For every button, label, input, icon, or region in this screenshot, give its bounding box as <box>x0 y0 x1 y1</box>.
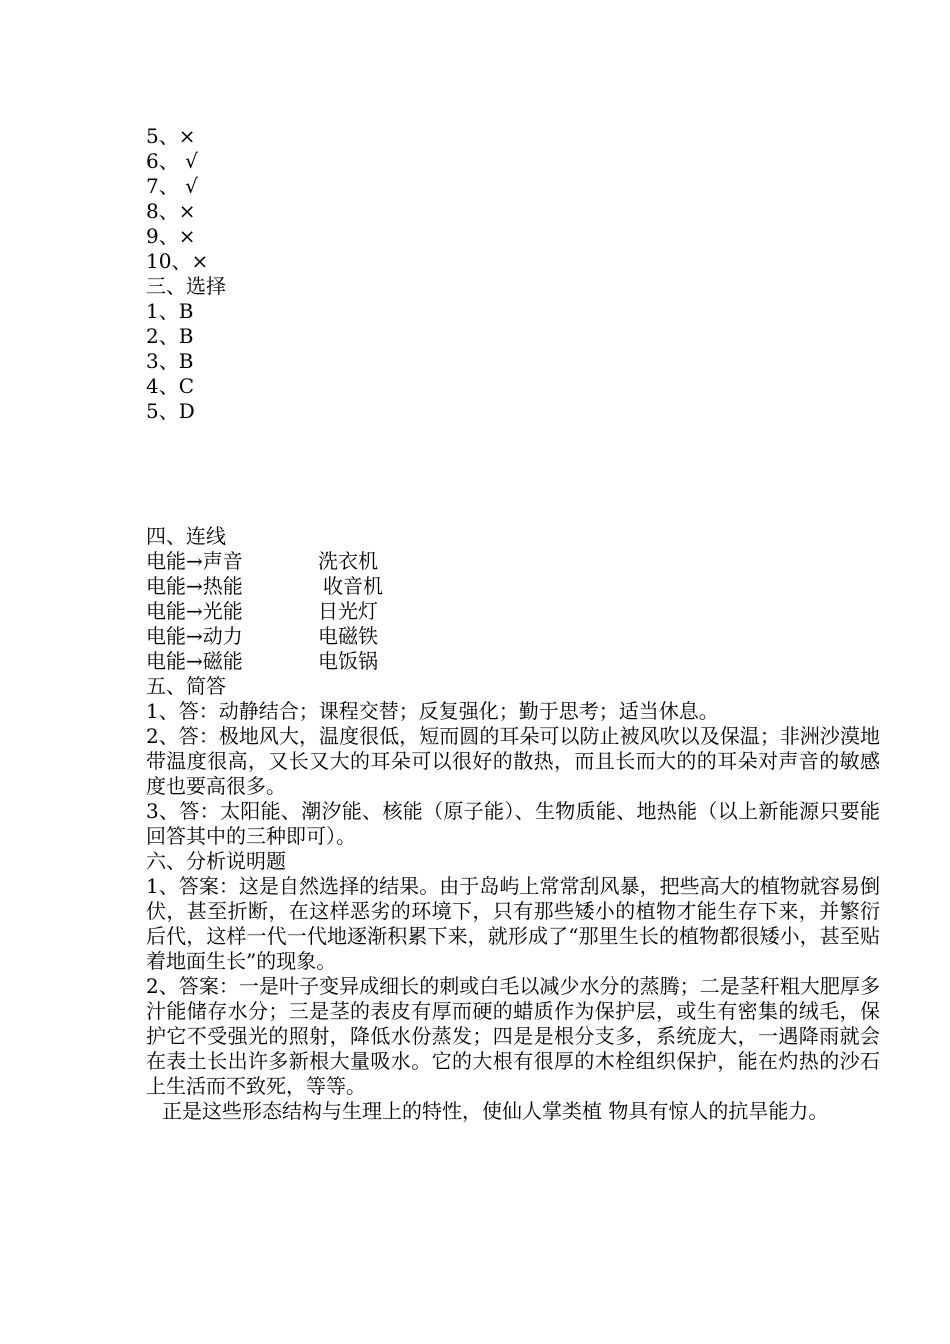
judgment-answer-6: 6、 √ <box>146 149 198 173</box>
judgment-answer-9: 9、× <box>146 224 196 248</box>
short-answer-2: 2、答：极地风大，温度很低，短而圆的耳朵可以防止被风吹以及保温；非洲沙漠地带温度很高，又长又大的耳朵可以很好的散热，而且长而大的的耳朵对声音的敏感度也要高很多。 <box>146 724 880 798</box>
analysis-answer-1: 1、答案：这是自然选择的结果。由于岛屿上常常刮风暴，把些高大的植物就容易倒伏，甚至折断，在这样恶劣的环境下，只有那些矮小的植物才能生存下来，并繁衍后代，这样一代一代地逐渐积累下来，就形成了“那里生长的植物都很矮小，甚至贴着地面生长”的现象。 <box>146 874 880 973</box>
choice-section <box>146 274 880 424</box>
matching-section <box>146 524 880 674</box>
matching-heading: 四、连线 <box>146 524 226 548</box>
judgment-answer-5: 5、× <box>146 124 196 148</box>
matching-device: 电磁铁 <box>318 624 378 648</box>
short-answer-3: 3、答：太阳能、潮汐能、核能（原子能）、生物质能、地热能（以上新能源只要能回答其中的三种即可）。 <box>146 799 880 848</box>
matching-device: 洗衣机 <box>318 549 378 573</box>
analysis-heading: 六、分析说明题 <box>146 849 286 873</box>
choice-answer-3: 3、B <box>146 349 194 373</box>
choice-answer-1: 1、B <box>146 299 194 323</box>
matching-energy: 电能→磁能 <box>146 649 243 673</box>
matching-device: 电饭锅 <box>318 649 378 673</box>
short-answer-heading: 五、简答 <box>146 674 226 698</box>
choice-answer-2: 2、B <box>146 324 194 348</box>
matching-energy: 电能→热能 <box>146 574 243 598</box>
matching-row <box>146 624 880 649</box>
matching-energy: 电能→光能 <box>146 599 243 623</box>
short-answer-section <box>146 674 880 849</box>
short-answer-1: 1、答：动静结合；课程交替；反复强化；勤于思考；适当休息。 <box>146 699 719 723</box>
choice-answer-4: 4、C <box>146 374 195 398</box>
judgment-answer-8: 8、× <box>146 199 196 223</box>
matching-row <box>146 599 880 624</box>
matching-energy: 电能→声音 <box>146 549 243 573</box>
choice-heading: 三、选择 <box>146 274 226 298</box>
matching-device: 日光灯 <box>318 599 378 623</box>
answer-key <box>146 124 880 1124</box>
judgment-answers <box>146 124 880 274</box>
choice-answer-5: 5、D <box>146 399 195 423</box>
matching-device: 收音机 <box>323 574 383 598</box>
matching-row <box>146 574 880 599</box>
matching-row <box>146 549 880 574</box>
matching-row <box>146 649 880 674</box>
judgment-answer-7: 7、 √ <box>146 174 198 198</box>
blank-space <box>146 424 880 524</box>
judgment-answer-10: 10、× <box>146 249 209 273</box>
analysis-conclusion: 正是这些形态结构与生理上的特性，使仙人掌类植 物具有惊人的抗旱能力。 <box>162 1099 829 1123</box>
analysis-section <box>146 849 880 1124</box>
matching-energy: 电能→动力 <box>146 624 243 648</box>
analysis-answer-2: 2、答案：一是叶子变异成细长的刺或白毛以减少水分的蒸腾；二是茎秆粗大肥厚多汁能储存水分；三是茎的表皮有厚而硬的蜡质作为保护层，或生有密集的绒毛，保护它不受强光的照射，降低水份蒸发；四是是根分支多，系统庞大，一遇降雨就会在表土长出许多新根大量吸水。它的大根有很厚的木栓组织保护，能在灼热的沙石上生活而不致死，等等。 <box>146 974 880 1098</box>
